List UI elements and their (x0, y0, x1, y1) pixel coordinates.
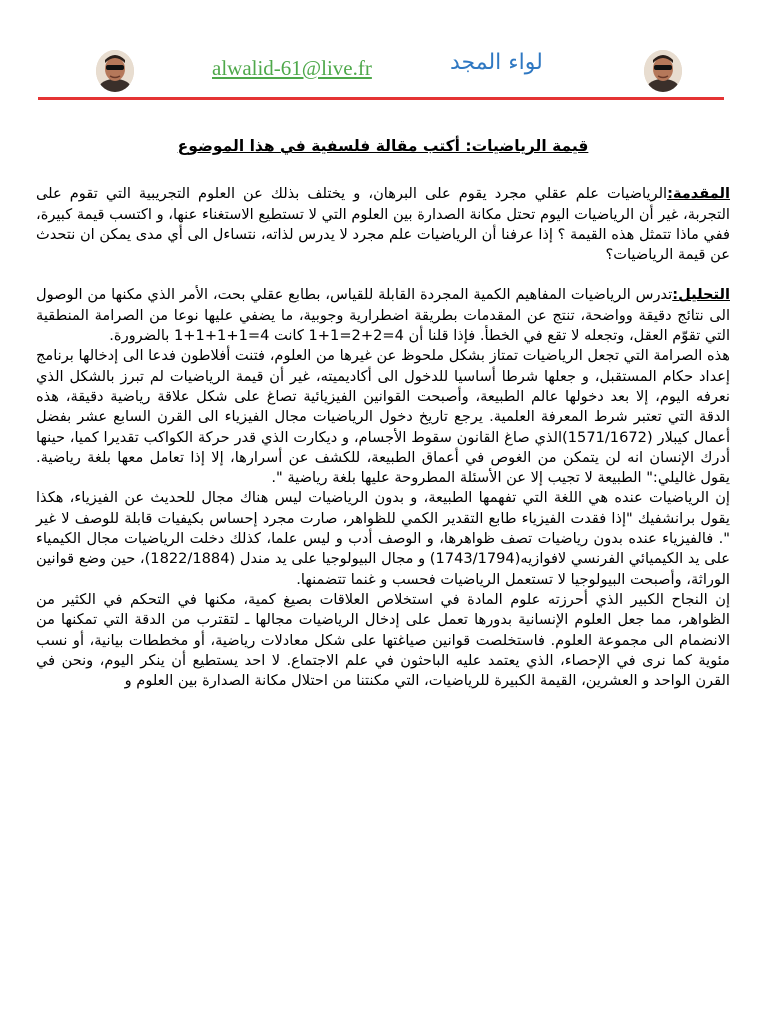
body-paragraph-3: إن الرياضيات عنده هي اللغة التي تفهمها الطبيعة، و بدون الرياضيات ليس هناك مجال للحديث عن الفيزياء، هكذا يقول برانشفيك "إذا فقدت الفيزياء طابع التقدير الكمي للظواهر، صارت مجرد إحساس بكيفيات قابلة للوصف لا غير ". فالفيزياء عنده بدون رياضيات تصف ظواهرها، و الوصف أدب و ليس علما، كذلك دخلت الرياضيات مجال الكيمياء على يد الكيميائي الفرنسي لافوازيه(1743/1794) و مجال البيولوجيا على يد مندل (1822/1884)، حين وضع قوانين الوراثة، وأصبحت البيولوجيا لا تستعمل الرياضيات فحسب و غنما تتضمنها. (36, 489, 730, 588)
avatar-left (96, 50, 134, 92)
analysis-label: التحليل: (672, 286, 730, 304)
page-header (0, 0, 768, 100)
portrait-photo-icon (644, 50, 682, 92)
analysis-paragraph (36, 285, 730, 346)
email-link[interactable]: alwalid-61@live.fr (212, 56, 372, 80)
body-paragraph-4: إن النجاح الكبير الذي أحرزته علوم المادة في استخلاص العلاقات بصيغ كمية، مكنها في التحكم في الكثير من الظواهر، مما جعل العلوم الإنسانية بدورها تعمل على إدخال الرياضيات مجالها ـ لتقترب من الدقة التي تمكنها من الانضمام الى مجموعة العلوم. فاستخلصت قوانين صياغتها على شكل معادلات رياضية، أو مخططات بيانية، أو نسب مئوية كما نرى في الإحصاء، الذي يعتمد عليه الباحثون في علم الاجتماع. لا احد يستطيع أن ينكر اليوم، ونحن في القرن الواحد و العشرين، القيمة الكبيرة للرياضيات، التي مكنتنا من احتلال مكانة الصدارة بين العلوم و (36, 590, 730, 690)
article-title: قيمة الرياضيات: أكتب مقالة فلسفية في هذا الموضوع (177, 137, 589, 155)
brand-title: لواء المجد (450, 50, 543, 75)
analysis-text: تدرس الرياضيات المفاهيم الكمية المجردة القابلة للقياس، بطابع عقلي بحت، الأمر الذي مكنها من الوصول الى نتائج دقيقة وواضحة، تنتج عن المقدمات بطريقة اضطرارية وجوبية، ما يضفي عليها نوعا من الصرامة المنطقية التي تقوّم العقل، وتجعله لا تقع في الخطأ. فإذا قلنا أن 4=2+2=1+1 كانت 4=1+1+1+1 بالضرورة. (36, 286, 730, 345)
header-divider (38, 97, 724, 100)
avatar-right (644, 50, 682, 92)
portrait-photo-icon (96, 50, 134, 92)
intro-paragraph (36, 184, 730, 265)
article-body (36, 136, 730, 691)
intro-label: المقدمة: (667, 185, 730, 203)
body-paragraph-2: هذه الصرامة التي تجعل الرياضيات تمتاز بشكل ملحوظ عن غيرها من العلوم، فتنت أفلاطون فدعا الى إدخالها برنامج إعداد حكام المستقبل، و جعلها شرطا أساسيا للدخول الى أكاديميته، غير أن قيمة الرياضيات لم تبرز بالشكل الذي نعرفه اليوم، إلا بعد دخولها عالم الطبيعة، وأصبحت القوانين الفيزيائية تصاغ على شكل علاقة رياضية دقيقة، هذه الدقة التي تعتبر شرط المعرفة العلمية. يرجع تاريخ دخول الرياضيات مجال الفيزياء الى القرن السابع عشر بفضل أعمال كيبلار (1571/1672)الذي صاغ القانون سقوط الأجسام، و ديكارت الذي قدر حركة الكواكب تقديرا كميا، حينها أدرك الإنسان انه لن يتمكن من الغوص في أعماق الطبيعة، للكشف عن أسرارها، إلا إذا تعامل معها بلغة رياضية. يقول غاليلي:" الطبيعة لا تجيب إلا عن الأسئلة المطروحة عليها بلغة رياضية ". (36, 347, 730, 487)
intro-text: الرياضيات علم عقلي مجرد يقوم على البرهان، و يختلف بذلك عن العلوم التجريبية التي تقوم على التجربة، غير أن الرياضيات اليوم تحتل مكانة الصدارة بين العلوم التي لا تستطيع الاستغناء عنها، و اكتسب قيمة كبيرة، ففي ماذا تتمثل هذه القيمة ؟ إذا عرفنا أن الرياضيات علم مجرد لا يدرس لذاته، نتساءل الى أي مدى يمكن ان نتحدث عن قيمة الرياضيات؟ (36, 185, 730, 264)
